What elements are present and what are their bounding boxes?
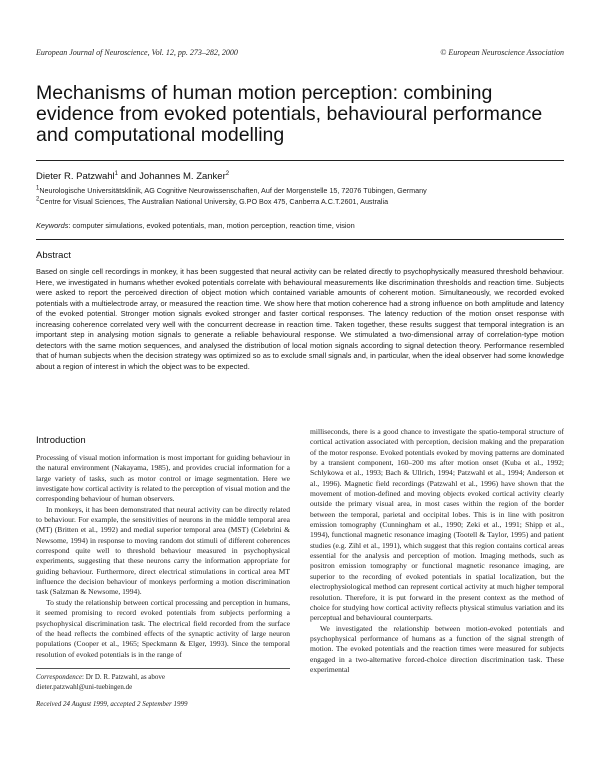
introduction-heading: Introduction: [36, 435, 86, 446]
author-conjunction: and: [118, 171, 140, 182]
author-name: Dieter R. Patzwahl: [36, 171, 115, 182]
correspondence-footnote: [36, 673, 290, 692]
abstract-heading: Abstract: [36, 250, 71, 261]
keywords-label: Keywords: [36, 221, 69, 230]
correspondence-email: dieter.patzwahl@uni-tuebingen.de: [36, 682, 133, 691]
body-paragraph: We investigated the relationship between motion-evoked potentials and psychophysical performance of humans as a function of the signal strength of motion. The evoked potentials and the reaction times were measured for subjects engaged in a two-alternative forced-choice direction discrimination task. These experimental: [310, 623, 564, 674]
abstract-text: Based on single cell recordings in monkey, it has been suggested that neural activity can be related directly to psychophysically measured threshold behaviour. Here, we investigated in humans whether evoked potentials correlate with behavioural measurements like discrimination thresholds and reaction time. Subjects were asked to report the perceived direction of object motion which contained variable amounts of coherent motion. Simultaneously, we recorded evoked potentials with a multielectrode array, or measured the reaction time. We show here that motion coherence had a strong influence on both amplitude and latency of the evoked potential. Stronger motion signals evoked stronger and faster cortical responses. The latency reduction of the motion onset response with increasing coherence correlated very well with the concurrent decrease in reaction time. Taken together, these results suggest that temporal integration is an important step in analysing motion signals to generate a reliable behavioural response. We stimulated a two-dimensional array of correlation-type motion detectors with the same motion sequences, and analysed the distribution of local motion signals according to signal detection theory. Performance resembled that of human subjects when the decision strategy was optimized so as to exclude small signals and, in particular, when the ideal observer had some knowledge about a region of interest in which the object was to be expected.: [36, 267, 564, 371]
journal-citation: European Journal of Neuroscience, Vol. 12, pp. 273–282, 2000: [36, 48, 238, 57]
author-affiliation-mark: 1: [114, 170, 119, 177]
keywords-rule: [36, 239, 564, 240]
body-paragraph: In monkeys, it has been demonstrated that neural activity can be directly related to behaviour. For example, the sensitivities of neurons in the middle temporal area (MT) (Britten et al., 1992) and medial superior temporal area (MST) (Celebrini & Newsome, 1994) in response to moving random dot stimuli of different coherences correspond quite well to threshold behaviour measured in psychophysical experiments, suggesting that these neurons carry the information appropriate for guiding behaviour. Furthermore, direct electrical stimulations in cortical area MT influence the decision behaviour of monkeys performing a motion discrimination task (Salzman & Newsome, 1994).: [36, 504, 290, 597]
affiliation: [36, 197, 388, 206]
title-rule: [36, 160, 564, 161]
body-paragraph: Processing of visual motion information is most important for guiding behaviour in the natural environment (Nakayama, 1985), and provides crucial information for a large variety of tasks, such as motor control or image segmentation. Here we investigate how cortical activity is related to the perception of visual motion and the corresponding behaviour of human observers.: [36, 453, 290, 504]
left-column: [36, 453, 290, 660]
copyright-notice: © European Neuroscience Association: [440, 48, 564, 57]
correspondence-label: Correspondence: [36, 673, 83, 681]
keywords: [36, 221, 355, 230]
right-column: [310, 427, 564, 675]
correspondence-text: : Dr D. R. Patzwahl, as above: [82, 673, 166, 681]
paper-title: Mechanisms of human motion perception: combining evidence from evoked potentials, behavioural performance and computational modelling: [36, 82, 543, 146]
body-paragraph: milliseconds, there is a good chance to investigate the spatio-temporal structure of cortical activation associated with perception, decision making and the preparation of the motor response. Evoked potentials evoked by moving patterns are dominated by a transient component, 160–200 ms after motion onset (Kuba et al., 1992; Schlykowa et al., 1993; Bach & Ullrich, 1994; Patzwahl et al., 1994; Anderson et al., 1996). Magnetic field recordings (Patzwahl et al., 1996) have shown that the movement of motion-defined and moving objects evoked cortical activity clearly outside the primary visual area, in most cases within the region of the border between the temporal, parietal and occipital lobes. This is in line with positron emission tomography (Cunningham et al., 1990; Zeki et al., 1991; Shipp et al., 1994), functional magnetic resonance imaging (Tootell & Taylor, 1995) and patient studies (e.g. Zihl et al., 1991), which suggest that this region contains cortical areas essential for the analysis and perception of motion. Imaging methods, such as positron emission tomography or functional magnetic resonance imaging, are superior to the recording of evoked potentials in spatial localization, but the electrophysiological method can represent cortical activity at much higher temporal resolution. Therefore, it is put forward in the present context as the method of choice for studying how cortical activity reflects physical stimulus variation and its perceptual and behavioural counterparts.: [310, 427, 564, 623]
body-paragraph: To study the relationship between cortical processing and perception in humans, it seemed promising to record evoked potentials from subjects performing a psychophysical discrimination task. The electrical field recorded from the surface of the head reflects the combined effects of the synaptic activity of large neuron populations (Cooper et al., 1965; Speckmann & Elger, 1993). Since the temporal resolution of evoked potentials is in the range of: [36, 597, 290, 659]
author-name: Johannes M. Zanker: [139, 171, 226, 182]
footnote-rule: [36, 668, 290, 669]
running-head: [36, 48, 564, 57]
author-affiliation-mark: 2: [225, 170, 230, 177]
affiliation-text: Neurologische Universitätsklinik, AG Cognitive Neurowissenschaften, Auf der Morgenstelle 15, 72076 Tübingen, Germany: [39, 186, 427, 195]
affiliation-mark: 1: [36, 185, 40, 192]
affiliation-text: Centre for Visual Sciences, The Australian National University, G.PO Box 475, Canberra A.C.T.2601, Australia: [39, 197, 389, 206]
keywords-text: : computer simulations, evoked potentials, man, motion perception, reaction time, vision: [68, 221, 355, 230]
received-dates: Received 24 August 1999, accepted 2 September 1999: [36, 700, 188, 708]
affiliation: [36, 186, 427, 195]
affiliation-mark: 2: [36, 196, 40, 203]
author-line: [36, 171, 229, 182]
